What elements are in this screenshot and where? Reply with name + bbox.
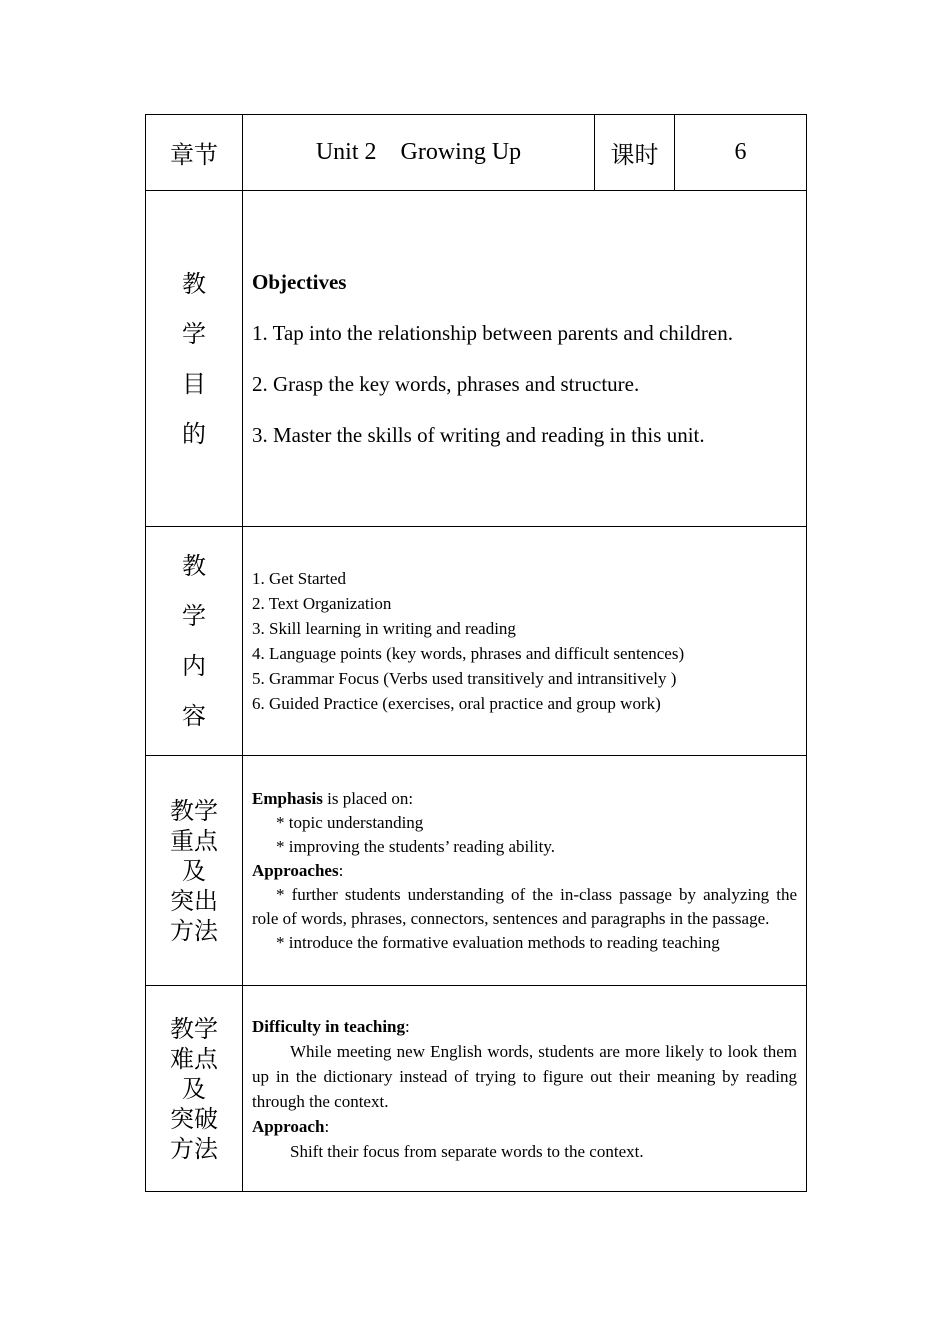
approach-heading: Approach bbox=[252, 1116, 325, 1136]
objective-item: 3. Master the skills of writing and reading in this unit. bbox=[252, 422, 705, 447]
content-label bbox=[146, 527, 243, 756]
approach-colon: : bbox=[324, 1116, 330, 1136]
emphasis-label-line: 突出 bbox=[170, 886, 218, 915]
emphasis-row bbox=[146, 756, 807, 986]
emphasis-label-line: 教学 bbox=[170, 796, 218, 825]
difficulty-label-line: 方法 bbox=[170, 1134, 218, 1163]
emphasis-heading: Emphasis bbox=[252, 788, 323, 808]
difficulty-heading-line bbox=[252, 1014, 797, 1039]
content-item: 5. Grammar Focus (Verbs used transitively and intransitively ) bbox=[252, 669, 677, 688]
objectives-row bbox=[146, 191, 807, 527]
difficulty-heading: Difficulty in teaching bbox=[252, 1016, 405, 1036]
difficulty-label-line: 教学 bbox=[170, 1014, 218, 1043]
hours-label: 课时 bbox=[595, 115, 675, 191]
objectives-label bbox=[146, 191, 243, 527]
difficulty-row bbox=[146, 986, 807, 1192]
objectives-label-char: 教 bbox=[182, 269, 206, 298]
content-label-char: 教 bbox=[182, 552, 206, 580]
content-row bbox=[146, 527, 807, 756]
approaches-heading: Approaches bbox=[252, 860, 339, 880]
approaches-colon: : bbox=[338, 860, 344, 880]
objectives-label-char: 目 bbox=[182, 369, 206, 398]
content-item: 6. Guided Practice (exercises, oral practice and group work) bbox=[252, 694, 661, 713]
emphasis-label-line: 重点 bbox=[170, 826, 218, 855]
emphasis-cell bbox=[243, 756, 807, 986]
difficulty-colon: : bbox=[405, 1016, 410, 1036]
emphasis-bullet: * improving the students’ reading ability. bbox=[276, 836, 556, 856]
content-item: 2. Text Organization bbox=[252, 594, 392, 613]
objective-item: 1. Tap into the relationship between parents and children. bbox=[252, 320, 734, 345]
content-label-char: 容 bbox=[182, 702, 206, 730]
content-cell bbox=[243, 527, 807, 756]
difficulty-label-line: 及 bbox=[182, 1074, 206, 1103]
objectives-title: Objectives bbox=[252, 269, 347, 294]
chapter-label: 章节 bbox=[146, 115, 243, 191]
objectives-cell bbox=[243, 191, 807, 527]
difficulty-label-line: 突破 bbox=[170, 1104, 218, 1133]
emphasis-label bbox=[146, 756, 243, 986]
difficulty-text: While meeting new English words, students are more likely to look them up in the dictionary instead of trying to figure out their meaning by reading through the context. bbox=[252, 1041, 797, 1111]
lesson-plan-table bbox=[145, 114, 807, 1192]
unit-title: Unit 2 Growing Up bbox=[243, 115, 595, 191]
approaches-line bbox=[252, 859, 797, 883]
emphasis-label-line: 及 bbox=[182, 856, 206, 885]
content-label-char: 学 bbox=[182, 602, 206, 630]
header-row bbox=[146, 115, 807, 191]
emphasis-line bbox=[252, 787, 797, 811]
emphasis-heading-rest: is placed on: bbox=[322, 788, 414, 808]
content-item: 1. Get Started bbox=[252, 569, 346, 588]
approach-item: * further students understanding of the in-class passage by analyzing the role of words, phrases, connectors, sentences and paragraphs in the passage. bbox=[252, 884, 797, 928]
content-item: 3. Skill learning in writing and reading bbox=[252, 619, 516, 638]
content-label-char: 内 bbox=[182, 652, 206, 680]
difficulty-cell bbox=[243, 986, 807, 1192]
objective-item: 2. Grasp the key words, phrases and structure. bbox=[252, 371, 640, 396]
difficulty-label-line: 难点 bbox=[170, 1044, 218, 1073]
approach-heading-line bbox=[252, 1114, 797, 1139]
difficulty-label bbox=[146, 986, 243, 1192]
emphasis-bullet: * topic understanding bbox=[276, 812, 424, 832]
hours-value: 6 bbox=[675, 115, 807, 191]
content-item: 4. Language points (key words, phrases and difficult sentences) bbox=[252, 644, 685, 663]
emphasis-label-line: 方法 bbox=[170, 916, 218, 945]
approach-item: * introduce the formative evaluation methods to reading teaching bbox=[276, 932, 720, 952]
objectives-label-char: 学 bbox=[182, 319, 206, 348]
objectives-label-char: 的 bbox=[182, 419, 206, 448]
approach-text: Shift their focus from separate words to the context. bbox=[290, 1141, 644, 1161]
